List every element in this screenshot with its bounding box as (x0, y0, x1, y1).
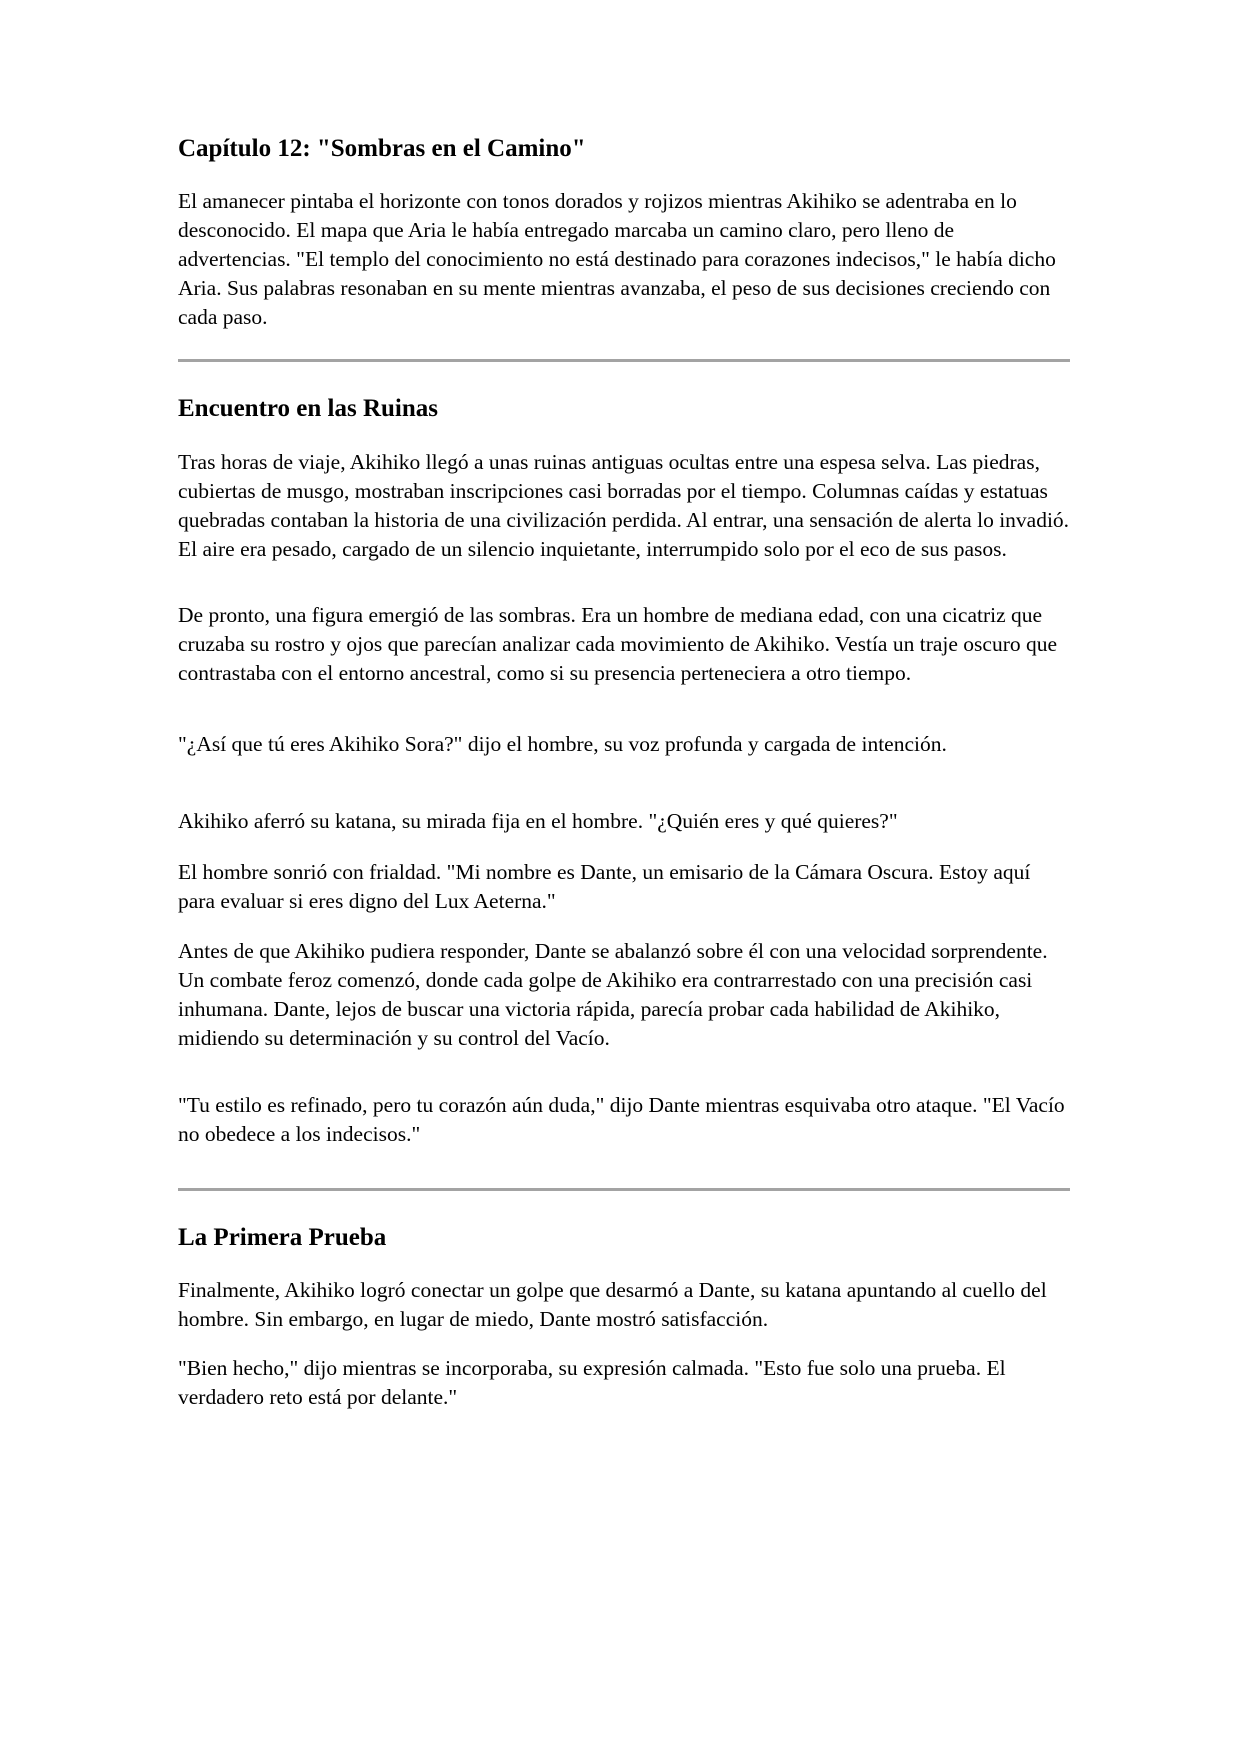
paragraph: Finalmente, Akihiko logró conectar un golpe que desarmó a Dante, su katana apuntando al cuello del hombre. Sin embargo, en lugar de miedo, Dante mostró satisfacción. (178, 1278, 1047, 1331)
chapter-title: Capítulo 12: "Sombras en el Camino" (178, 135, 586, 162)
paragraph: Antes de que Akihiko pudiera responder, Dante se abalanzó sobre él con una velocidad sorprendente. Un combate feroz comenzó, donde cada golpe de Akihiko era contrarrestado con una precisión casi inhumana. Dante, lejos de buscar una victoria rápida, parecía probar cada habilidad de Akihiko, midiendo su determinación y su control del Vacío. (178, 939, 1048, 1050)
paragraph: El hombre sonrió con frialdad. "Mi nombre es Dante, un emisario de la Cámara Oscura. Estoy aquí para evaluar si eres digno del Lux Aeterna." (178, 860, 1031, 913)
chapter-intro-paragraph: El amanecer pintaba el horizonte con tonos dorados y rojizos mientras Akihiko se adentraba en lo desconocido. El mapa que Aria le había entregado marcaba un camino claro, pero lleno de advertencias. "El templo del conocimiento no está destinado para corazones indecisos," le había dicho Aria. Sus palabras resonaban en su mente mientras avanzaba, el peso de sus decisiones creciendo con cada paso. (178, 189, 1056, 329)
paragraph: De pronto, una figura emergió de las sombras. Era un hombre de mediana edad, con una cicatriz que cruzaba su rostro y ojos que parecían analizar cada movimiento de Akihiko. Vestía un traje oscuro que contrastaba con el entorno ancestral, como si su presencia perteneciera a otro tiempo. (178, 603, 1058, 685)
paragraph: Akihiko aferró su katana, su mirada fija en el hombre. "¿Quién eres y qué quieres?" (178, 809, 898, 833)
section-divider (178, 1188, 1070, 1191)
section-heading-primera-prueba: La Primera Prueba (178, 1224, 387, 1251)
paragraph: Tras horas de viaje, Akihiko llegó a unas ruinas antiguas ocultas entre una espesa selva. Las piedras, cubiertas de musgo, mostraban inscripciones casi borradas por el tiempo. Columnas caídas y estatuas quebradas contaban la historia de una civilización perdida. Al entrar, una sensación de alerta lo invadió. El aire era pesado, cargado de un silencio inquietante, interrumpido solo por el eco de sus pasos. (178, 450, 1070, 561)
section-heading-encuentro: Encuentro en las Ruinas (178, 395, 439, 422)
paragraph: "Bien hecho," dijo mientras se incorporaba, su expresión calmada. "Esto fue solo una prueba. El verdadero reto está por delante." (178, 1356, 1006, 1409)
paragraph: "¿Así que tú eres Akihiko Sora?" dijo el hombre, su voz profunda y cargada de intención. (178, 732, 947, 756)
section-divider (178, 359, 1070, 362)
paragraph: "Tu estilo es refinado, pero tu corazón aún duda," dijo Dante mientras esquivaba otro ataque. "El Vacío no obedece a los indecisos." (178, 1093, 1065, 1146)
